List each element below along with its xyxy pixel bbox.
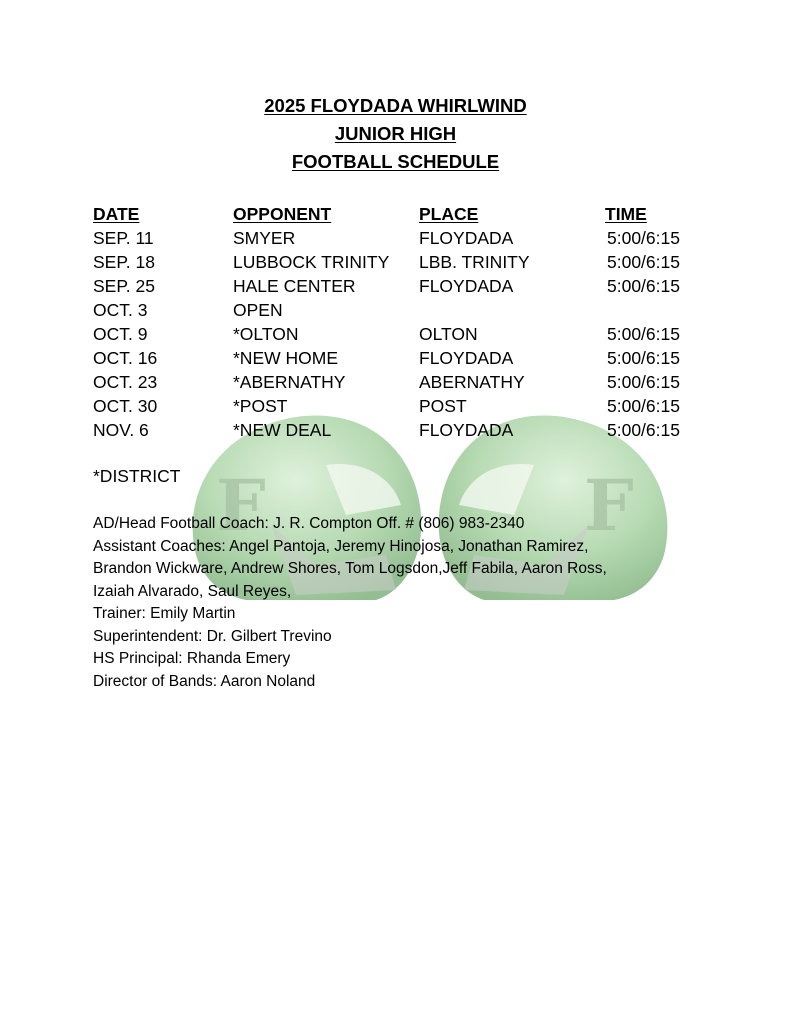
svg-text:F: F: [216, 464, 266, 547]
table-row: [93, 370, 713, 394]
table-row: [93, 322, 713, 346]
row-time: 5:00/6:15: [607, 348, 680, 368]
title-line-1: 2025 FLOYDADA WHIRLWIND: [264, 95, 527, 116]
row-place: LBB. TRINITY: [419, 252, 530, 272]
staff-line: Trainer: Emily Martin: [93, 605, 236, 622]
row-date: NOV. 6: [93, 420, 149, 440]
row-date: OCT. 9: [93, 324, 148, 344]
staff-line: Brandon Wickware, Andrew Shores, Tom Logsdon,Jeff Fabila, Aaron Ross,: [93, 560, 607, 577]
row-time: [605, 298, 713, 322]
row-date: OCT. 30: [93, 396, 158, 416]
row-place: POST: [419, 396, 467, 416]
row-time: 5:00/6:15: [607, 252, 680, 272]
row-opponent: LUBBOCK TRINITY: [233, 252, 390, 272]
staff-line: Assistant Coaches: Angel Pantoja, Jeremy Hinojosa, Jonathan Ramirez,: [93, 537, 589, 555]
staff-list: [93, 513, 693, 693]
row-place: FLOYDADA: [419, 276, 514, 296]
row-date: SEP. 11: [93, 228, 154, 248]
row-time: 5:00/6:15: [607, 228, 680, 248]
row-opponent: *OLTON: [233, 324, 299, 344]
table-row: [93, 346, 713, 370]
staff-line: HS Principal: Rhanda Emery: [93, 650, 291, 667]
table-row: [93, 226, 713, 250]
table-row: [93, 298, 713, 322]
row-place: FLOYDADA: [419, 228, 514, 248]
header-time: TIME: [605, 204, 647, 224]
header-date: DATE: [93, 204, 140, 224]
row-time: 5:00/6:15: [607, 396, 680, 416]
schedule-table: [93, 202, 713, 442]
row-place: ABERNATHY: [419, 372, 525, 392]
table-row: [93, 418, 713, 442]
table-row: [93, 250, 713, 274]
row-date: OCT. 3: [93, 300, 148, 320]
page-title: [0, 92, 791, 176]
district-note: *DISTRICT: [93, 466, 181, 486]
row-opponent: *ABERNATHY: [233, 372, 346, 392]
staff-line: Izaiah Alvarado, Saul Reyes,: [93, 582, 292, 600]
row-time: 5:00/6:15: [607, 324, 680, 344]
row-date: OCT. 23: [93, 372, 158, 392]
row-place: OLTON: [419, 324, 478, 344]
header-place: PLACE: [419, 204, 479, 224]
staff-line: AD/Head Football Coach: J. R. Compton Off. # (806) 983-2340: [93, 515, 525, 532]
row-date: OCT. 16: [93, 348, 158, 368]
staff-line: Superintendent: Dr. Gilbert Trevino: [93, 627, 332, 645]
row-date: SEP. 18: [93, 252, 155, 272]
table-row: [93, 274, 713, 298]
row-place: FLOYDADA: [419, 420, 514, 440]
title-line-3: FOOTBALL SCHEDULE: [291, 151, 500, 172]
row-time: 5:00/6:15: [607, 372, 680, 392]
row-opponent: SMYER: [233, 228, 296, 248]
row-opponent: *NEW DEAL: [233, 420, 332, 440]
row-time: 5:00/6:15: [607, 420, 680, 440]
row-opponent: *NEW HOME: [233, 348, 338, 368]
svg-text:F: F: [584, 464, 634, 547]
row-time: 5:00/6:15: [607, 276, 680, 296]
table-row: [93, 394, 713, 418]
row-opponent: HALE CENTER: [233, 276, 356, 296]
row-place: [419, 298, 605, 322]
row-opponent: OPEN: [233, 300, 283, 320]
title-line-2: JUNIOR HIGH: [334, 123, 457, 144]
staff-line: Director of Bands: Aaron Noland: [93, 672, 316, 690]
table-header-row: [93, 202, 713, 226]
header-opponent: OPPONENT: [233, 204, 332, 224]
row-date: SEP. 25: [93, 276, 155, 296]
row-place: FLOYDADA: [419, 348, 514, 368]
row-opponent: *POST: [233, 396, 288, 416]
